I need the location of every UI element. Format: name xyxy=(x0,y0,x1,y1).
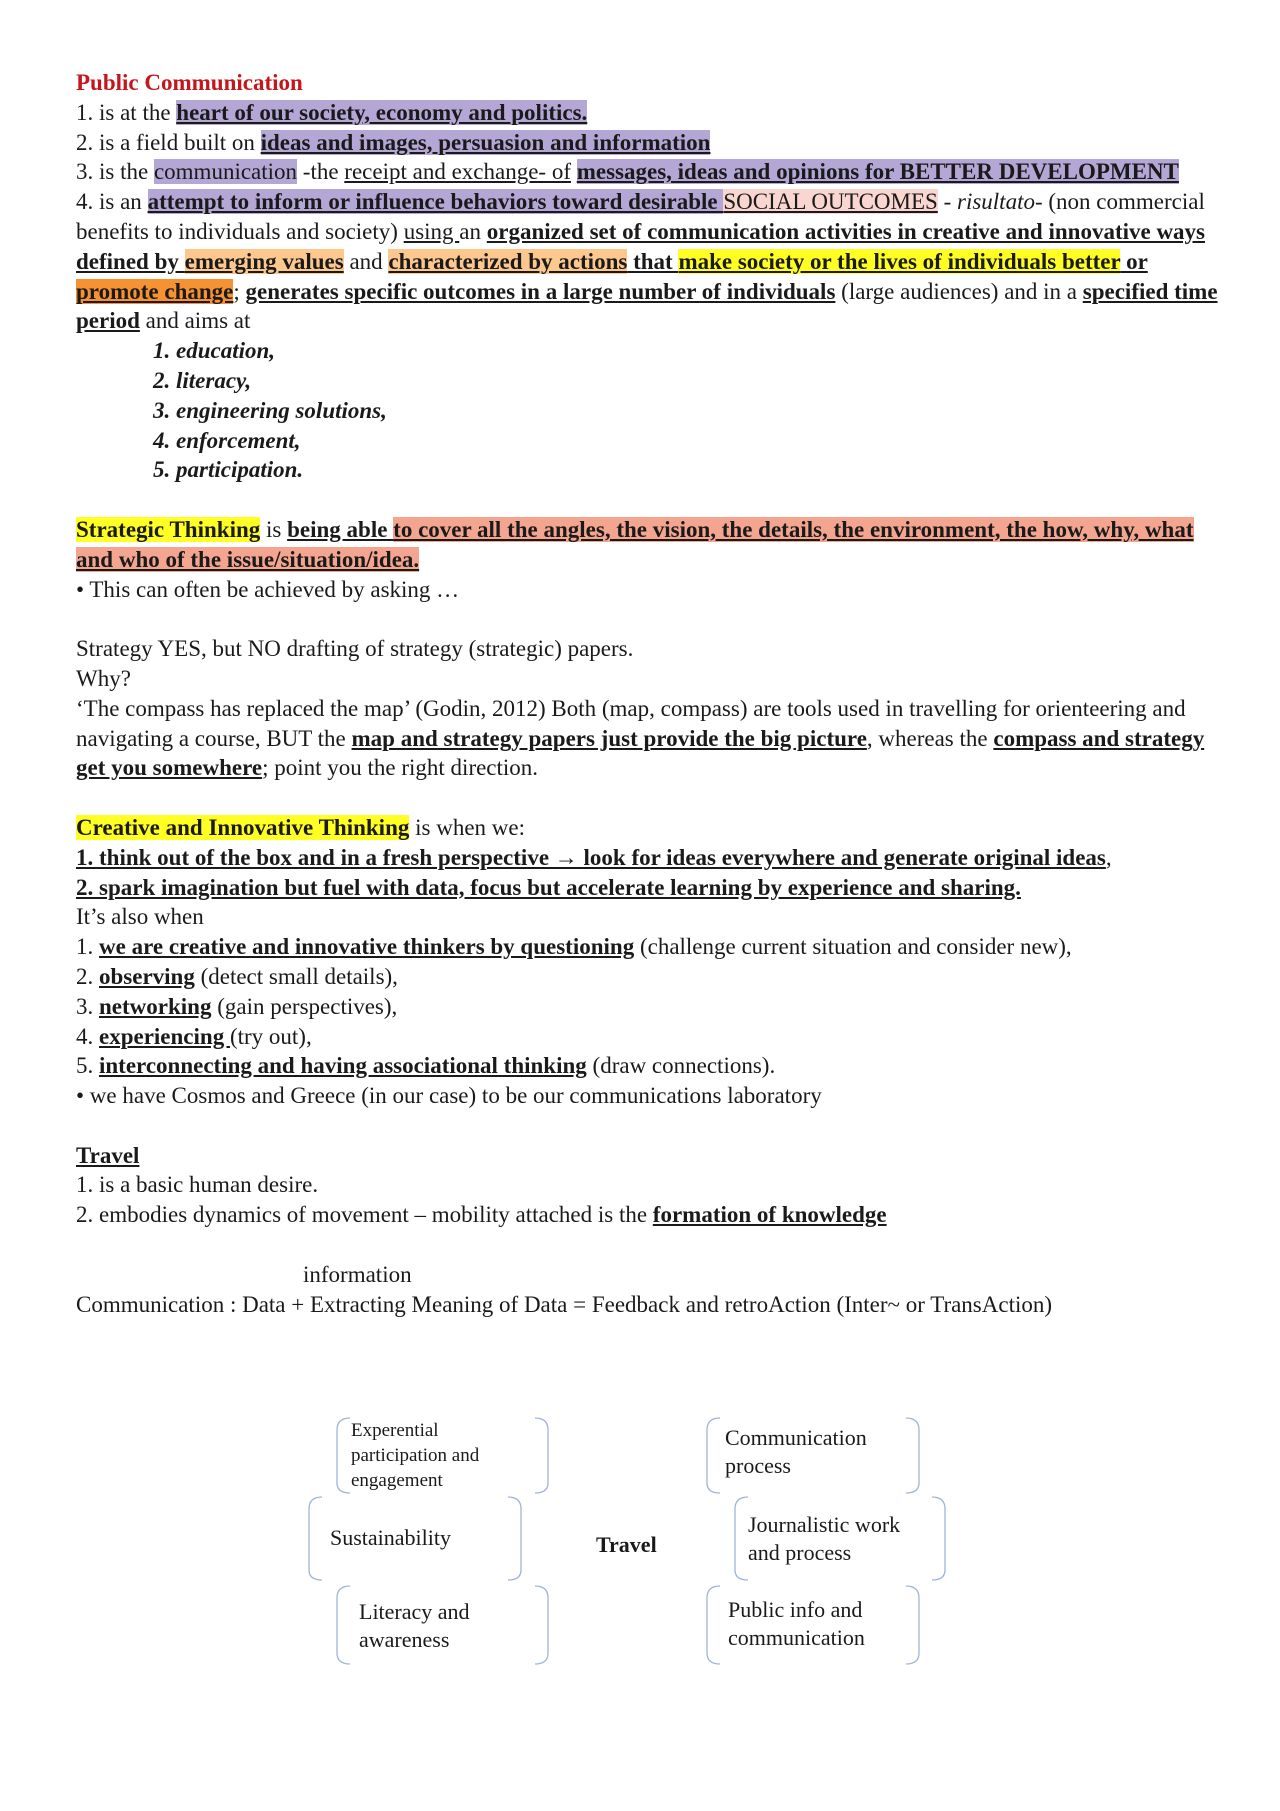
bracket-group xyxy=(309,1418,945,1664)
aim-item: 2. literacy, xyxy=(153,367,252,393)
brace-bracket xyxy=(337,1418,350,1493)
strategic-definition xyxy=(76,515,1226,575)
strategic-heading: Strategic Thinking xyxy=(76,516,261,542)
text: - xyxy=(937,189,957,215)
bold-text: 1. think out of the box and in a fresh perspective → xyxy=(76,844,584,870)
pc-line-1 xyxy=(76,98,1226,128)
highlight: promote change xyxy=(76,278,234,304)
text: ‘The compass has replaced the map’ (Godin, 2012) Both (map, compass) are tools used in travelling for orienteering and navigating a course, BUT the xyxy=(76,695,1186,751)
brace-bracket xyxy=(932,1497,945,1580)
travel-heading: Travel xyxy=(76,1142,140,1168)
highlight: make society or the lives of individuals better xyxy=(678,248,1121,274)
compass-paragraph xyxy=(76,694,1226,783)
diagram-left-1: Experential participation and engagement xyxy=(351,1420,480,1491)
text: ; xyxy=(233,278,246,304)
bold-text: observing xyxy=(99,963,195,989)
also-when: It’s also when xyxy=(76,904,204,930)
text: (challenge current situation and consider new), xyxy=(634,934,1072,960)
strategic-bullet: • This can often be achieved by asking … xyxy=(76,576,460,602)
diagram-right-1: Communication process xyxy=(725,1425,867,1478)
bold-text: we are creative and innovative thinkers by questioning xyxy=(99,934,635,960)
pc-line-4 xyxy=(76,187,1226,336)
information-label: information xyxy=(303,1261,412,1287)
bold-text: formation of knowledge xyxy=(652,1202,887,1228)
text xyxy=(571,159,577,184)
creative-item xyxy=(76,932,1226,962)
why-line: Why? xyxy=(76,665,131,691)
text: , whereas the xyxy=(866,725,994,751)
bold-text: look for ideas everywhere and generate original ideas xyxy=(583,844,1106,870)
creative-item xyxy=(76,1051,1226,1081)
text: and xyxy=(343,248,389,274)
highlight: attempt to inform or influence behaviors toward desirable xyxy=(147,189,724,215)
pc-line-3 xyxy=(76,157,1226,187)
brace-bracket xyxy=(735,1497,748,1580)
bold-text: organized set of communication activities in creative and innovative ways defined by xyxy=(76,218,1206,274)
document-page xyxy=(76,68,1226,1319)
highlight: messages, ideas and opinions for BETTER DEVELOPMENT xyxy=(576,159,1179,185)
aim-item: 4. enforcement, xyxy=(153,427,301,453)
bold-text: map and strategy papers just provide the big picture xyxy=(351,725,867,751)
brace-bracket xyxy=(707,1418,720,1493)
text: an xyxy=(459,218,487,244)
bold-text: generates specific outcomes in a large number of individuals xyxy=(245,278,836,304)
aim-item: 3. engineering solutions, xyxy=(153,397,387,423)
highlight: communication xyxy=(153,159,298,185)
creative-point-1 xyxy=(76,843,1226,873)
bold-text: that xyxy=(627,248,679,274)
text: -the xyxy=(297,159,345,185)
text: 5. xyxy=(76,1053,99,1079)
highlight: emerging values xyxy=(184,248,344,274)
text: 2. xyxy=(76,963,99,989)
bold-text: experiencing xyxy=(99,1023,230,1049)
travel-line-2 xyxy=(76,1200,1226,1230)
text: ; point you the right direction. xyxy=(262,755,539,781)
text: (large audiences) and in a xyxy=(835,278,1083,304)
text: 4. xyxy=(76,1023,99,1049)
text: and aims at xyxy=(139,308,251,334)
highlight: to cover all the angles, the vision, the details, the environment, the how, why, what and who of the issue/situation/idea. xyxy=(76,516,1194,572)
aim-item: 5. participation. xyxy=(153,457,304,483)
text: 1. is at the xyxy=(76,99,177,125)
section-public-communication xyxy=(76,68,1226,485)
underlined-text: using xyxy=(403,218,460,244)
brace-bracket xyxy=(906,1586,919,1664)
italic-text: risultato- xyxy=(957,189,1043,215)
creative-heading: Creative and Innovative Thinking xyxy=(76,814,410,840)
aim-item: 1. education, xyxy=(153,338,276,364)
creative-item xyxy=(76,1022,1226,1052)
text: 2. embodies dynamics of movement – mobility attached is the xyxy=(76,1202,653,1228)
brace-bracket xyxy=(535,1418,548,1493)
brace-bracket xyxy=(337,1586,350,1664)
text: (non commercial benefits to individuals and society) xyxy=(76,189,1205,244)
creative-item xyxy=(76,992,1226,1022)
brace-bracket xyxy=(508,1497,521,1580)
text: (gain perspectives), xyxy=(211,993,398,1019)
bold-text: interconnecting and having associational thinking xyxy=(99,1053,587,1079)
brace-bracket xyxy=(309,1497,322,1580)
brace-bracket xyxy=(906,1418,919,1493)
bold-text: or xyxy=(1120,248,1148,274)
highlight: characterized by actions xyxy=(388,248,628,274)
strategy-paragraph: Strategy YES, but NO drafting of strategy (strategic) papers. xyxy=(76,636,634,662)
text: (try out), xyxy=(229,1023,312,1049)
brace-bracket xyxy=(535,1586,548,1664)
travel-line-1: 1. is a basic human desire. xyxy=(76,1172,319,1198)
highlight: ideas and images, persuasion and information xyxy=(260,129,711,155)
creative-point-2: 2. spark imagination but fuel with data, focus but accelerate learning by experience and sharing. xyxy=(76,874,1021,900)
diagram-left-3: Literacy and awareness xyxy=(359,1599,470,1652)
bold-text: compass and strategy get you somewhere xyxy=(76,725,1205,781)
text: , xyxy=(1105,844,1112,870)
bold-text: specified time period xyxy=(76,278,1218,334)
text: 3. is the xyxy=(76,159,154,185)
text: 3. xyxy=(76,993,99,1019)
bold-text: networking xyxy=(99,993,212,1019)
communication-equation: Communication : Data + Extracting Meaning of Data = Feedback and retroAction (Inter~ or TransAction) xyxy=(76,1291,1053,1317)
section-creative-thinking xyxy=(76,813,1226,1111)
text: (draw connections). xyxy=(586,1053,776,1079)
text: 1. xyxy=(76,934,99,960)
underlined-text: receipt and exchange- of xyxy=(344,159,571,185)
highlight: SOCIAL OUTCOMES xyxy=(723,189,938,215)
brace-bracket xyxy=(707,1586,720,1664)
diagram-right-2: Journalistic work and process xyxy=(748,1512,901,1565)
diagram-center: Travel xyxy=(596,1532,657,1557)
highlight: heart of our society, economy and politics. xyxy=(176,99,588,125)
bold-text: being able xyxy=(287,516,394,542)
creative-bullet: • we have Cosmos and Greece (in our case) to be our communications laboratory xyxy=(76,1083,822,1109)
text: is xyxy=(260,516,288,542)
text: 4. is an xyxy=(76,189,148,215)
section-strategic-thinking xyxy=(76,515,1226,783)
creative-intro xyxy=(76,813,1226,843)
text: 2. is a field built on xyxy=(76,129,261,155)
text: (detect small details), xyxy=(194,963,398,989)
text: is when we: xyxy=(409,814,525,840)
section-travel xyxy=(76,1141,1226,1320)
pc-line-2 xyxy=(76,128,1226,158)
diagram-right-3: Public info and communication xyxy=(728,1597,865,1650)
public-communication-title: Public Communication xyxy=(76,70,303,95)
diagram-left-2: Sustainability xyxy=(330,1525,451,1550)
creative-item xyxy=(76,962,1226,992)
